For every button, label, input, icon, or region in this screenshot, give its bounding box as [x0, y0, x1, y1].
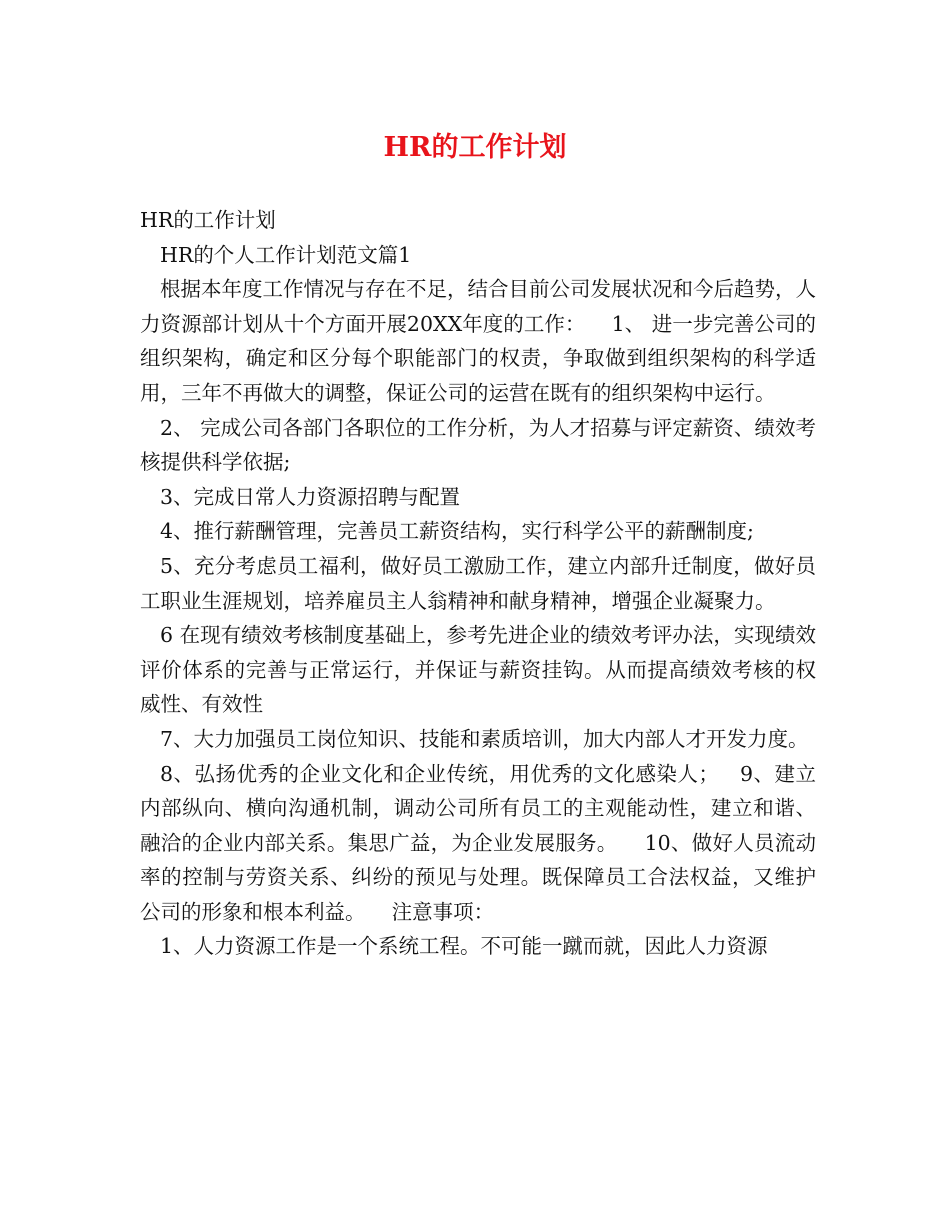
paragraph-subheading: HR的个人工作计划范文篇1: [160, 242, 412, 267]
paragraph-note-1: 1、人力资源工作是一个系统工程。不可能一蹴而就，因此人力资源: [160, 934, 768, 959]
paragraph-item-2: 2、 完成公司各部门各职位的工作分析，为人才招募与评定薪资、绩效考核提供科学依据;: [140, 415, 816, 475]
paragraph-item-5: 5、充分考虑员工福利，做好员工激励工作，建立内部升迁制度，做好员工职业生涯规划，培养雇员主人翁精神和献身精神，增强企业凝聚力。: [140, 553, 816, 613]
paragraph-heading: HR的工作计划: [140, 208, 276, 232]
paragraph-item-6: 6 在现有绩效考核制度基础上，参考先进企业的绩效考评办法，实现绩效评价体系的完善与正常运行，并保证与薪资挂钩。从而提高绩效考核的权威性、有效性: [140, 623, 816, 717]
paragraph-item-8-10: 8、弘扬优秀的企业文化和企业传统，用优秀的文化感染人； 9、建立内部纵向、横向沟通机制，调动公司所有员工的主观能动性，建立和谐、融洽的企业内部关系。集思广益，为企业发展服务。 10、做好人员流动率的控制与劳资关系、纠纷的预见与处理。既保障员工合法权益，又维护公司的形象和根本利益。 注意事项：: [140, 761, 816, 924]
paragraph-item-3: 3、完成日常人力资源招聘与配置: [160, 484, 461, 509]
document-body: [140, 203, 816, 964]
paragraph-item-7: 7、大力加强员工岗位知识、技能和素质培训，加大内部人才开发力度。: [160, 726, 809, 751]
document-title: HR的工作计划: [383, 132, 567, 163]
paragraph-intro: 根据本年度工作情况与存在不足，结合目前公司发展状况和今后趋势，人力资源部计划从十个方面开展20XX年度的工作： 1、 进一步完善公司的组织架构，确定和区分每个职能部门的权责，争取做到组织架构的科学适用，三年不再做大的调整，保证公司的运营在既有的组织架构中运行。: [140, 277, 816, 405]
paragraph-item-4: 4、推行薪酬管理，完善员工薪资结构，实行科学公平的薪酬制度;: [160, 519, 754, 544]
